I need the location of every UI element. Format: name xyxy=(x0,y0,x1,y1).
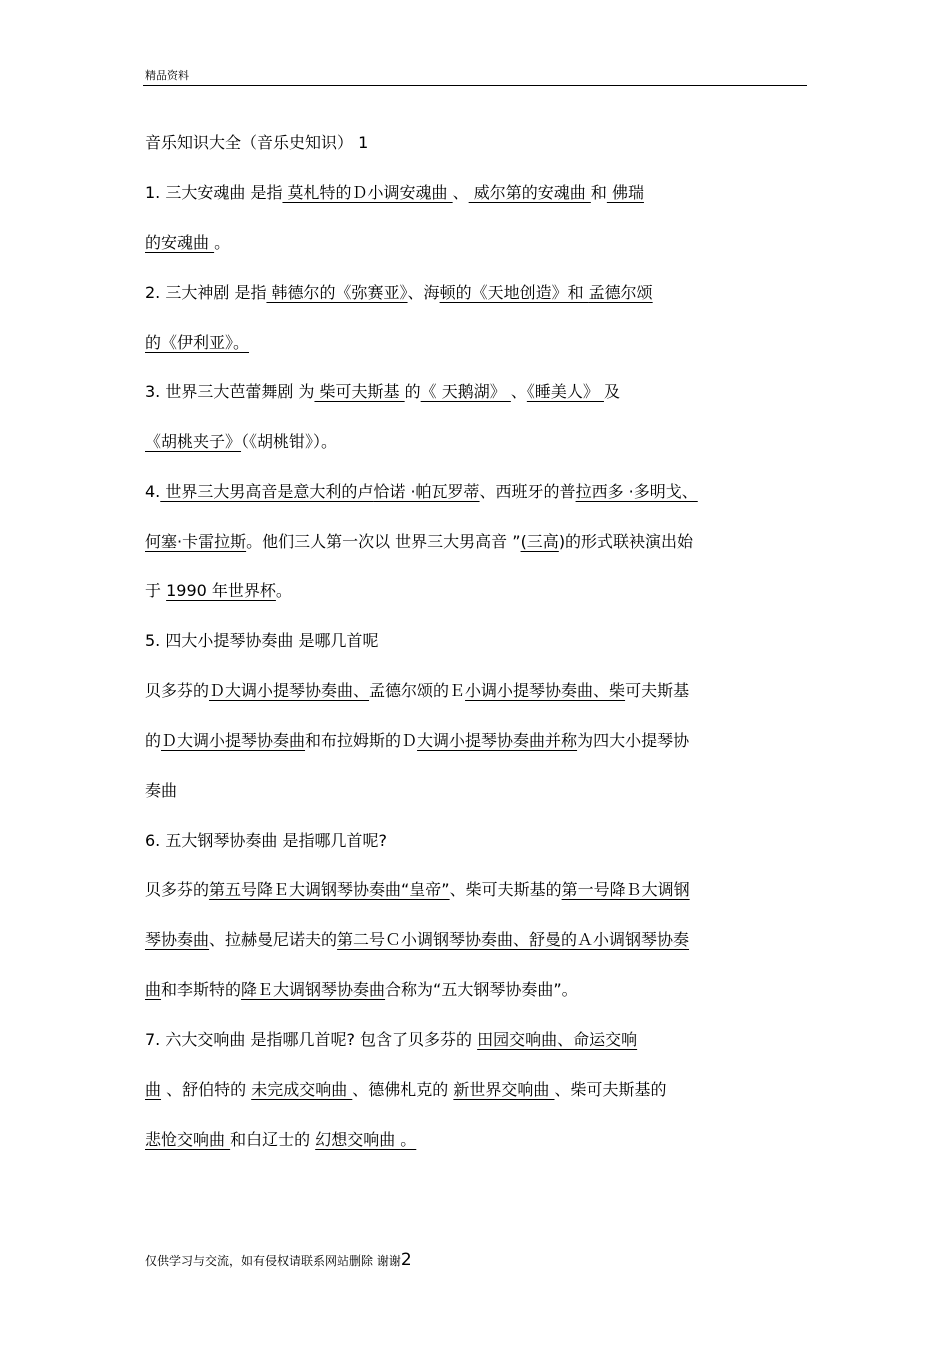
text-run: 合称为“五大钢琴协奏曲”。 xyxy=(385,980,578,999)
item-6-line-1 xyxy=(145,879,690,901)
text-run: 4. xyxy=(145,482,161,501)
text-run: 可夫斯基 xyxy=(625,681,690,700)
item-7-line-1 xyxy=(145,1029,637,1051)
text-run: 、 xyxy=(452,183,469,202)
item-1-line-2 xyxy=(145,232,230,254)
text-run: 和 xyxy=(590,183,607,202)
answer-underlined: 的Ａ小调钢琴协奏 xyxy=(561,930,690,949)
text-run: 贝多芬的 xyxy=(145,880,210,899)
answer-underlined: 琴协奏曲 xyxy=(145,930,210,949)
item-4-line-3 xyxy=(145,580,292,602)
answer-underlined: 曲 xyxy=(145,1080,162,1099)
answer-underlined: 第五号降Ｅ大调钢琴协奏曲“皇帝” xyxy=(209,880,450,899)
answer-underlined: 悲怆交响曲 xyxy=(145,1130,231,1149)
answer-underlined: 莫札特的Ｄ小调安魂曲 xyxy=(282,183,453,202)
item-5-question: 5. 四大小提琴协奏曲 是哪几首呢 xyxy=(145,631,379,650)
document-title: 音乐知识大全（音乐史知识） 1 xyxy=(145,133,369,152)
answer-underlined: 的《伊利亚》。 xyxy=(145,333,250,352)
answer-underlined: 威尔第的安魂曲 xyxy=(468,183,591,202)
text-run: 的 xyxy=(145,731,162,750)
text-run: 、 xyxy=(510,382,527,401)
text-run: （《胡桃钳》）。 xyxy=(241,432,338,451)
answer-underlined: 1990 年世界杯 xyxy=(166,581,276,600)
answer-underlined: 佛瑞 xyxy=(606,183,644,202)
answer-underlined: 何塞·卡雷拉斯 xyxy=(145,532,247,551)
answer-underlined: 世界三大男高音是意大利的卢 xyxy=(160,482,374,501)
text-run: 和布拉姆斯的Ｄ xyxy=(305,731,418,750)
text-run: 、海 xyxy=(407,283,440,302)
item-2-line-2 xyxy=(145,332,249,354)
item-7-line-3 xyxy=(145,1129,416,1151)
answer-underlined: 《睡美人》 xyxy=(526,382,604,401)
answer-underlined: 夹子》 xyxy=(193,432,242,451)
answer-underlined: 小调小提琴协奏曲、柴 xyxy=(465,681,626,700)
text-run: 1. 三大安魂曲 是指 xyxy=(145,183,283,202)
text-run: 贝多芬的 xyxy=(145,681,210,700)
item-2-line-1 xyxy=(145,282,653,304)
answer-underlined: 孟德尔颂 xyxy=(588,283,653,302)
page-number: 2 xyxy=(400,1250,412,1270)
answer-underlined: 《 天鹅湖》 xyxy=(420,382,511,401)
item-5-line-3: 奏曲 xyxy=(145,781,178,800)
text-run: 为四大小提琴协 xyxy=(577,731,690,750)
item-5-line-2 xyxy=(145,730,689,752)
text-run: 、拉赫曼尼诺夫的 xyxy=(209,930,338,949)
answer-underlined: 第二号Ｃ小调钢琴协奏曲、舒曼 xyxy=(337,930,562,949)
item-4-line-2 xyxy=(145,531,693,553)
text-run: 于 xyxy=(145,581,167,600)
text-run: 和白辽士的 xyxy=(230,1130,316,1149)
text-run: )的形式联袂演出始 xyxy=(558,532,694,551)
text-run: 。他们三人第一次以 世界三大男高音 ” xyxy=(246,532,521,551)
answer-underlined: 第一号降Ｂ大调钢 xyxy=(561,880,690,899)
text-run: 和李斯特的 xyxy=(161,980,242,999)
answer-underlined: 韩德尔的《弥赛亚》 xyxy=(266,283,408,302)
text-run: 7. 六大交响曲 是指哪几首呢? 包含了贝多芬的 xyxy=(145,1030,478,1049)
text-run: 、柴可夫斯基的 xyxy=(449,880,562,899)
answer-underlined: 降Ｅ大调钢琴协奏曲 xyxy=(241,980,386,999)
answer-underlined: (三高 xyxy=(520,532,559,551)
footer-text: 仅供学习与交流，如有侵权请联系网站删除 谢谢 xyxy=(145,1254,401,1268)
item-6-line-2 xyxy=(145,929,689,951)
text-run: 、柴可夫斯基的 xyxy=(554,1080,667,1099)
answer-underlined: 的安魂曲 xyxy=(145,233,215,252)
item-1-line-1 xyxy=(145,182,644,204)
text-run: 3. 世界三大芭蕾舞剧 为 xyxy=(145,382,315,401)
answer-underlined: 曲 xyxy=(145,980,162,999)
item-6-question: 6. 五大钢琴协奏曲 是指哪几首呢? xyxy=(145,831,387,850)
text-run: 、舒伯特的 xyxy=(161,1080,252,1099)
text-run: 2. 三大神剧 是指 xyxy=(145,283,267,302)
header-label: 精品资料 xyxy=(145,69,189,82)
item-6-line-3 xyxy=(145,979,578,1001)
item-3-line-2 xyxy=(145,431,337,453)
text-run: 。 xyxy=(275,581,292,600)
answer-underlined: 《胡桃 xyxy=(145,432,194,451)
item-5-line-1 xyxy=(145,680,689,702)
answer-underlined: 恰诺 ·帕瓦罗蒂 xyxy=(373,482,480,501)
answer-underlined: 幻想交响曲 。 xyxy=(315,1130,417,1149)
text-run: 。 xyxy=(214,233,231,252)
answer-underlined: 新世界交响曲 xyxy=(453,1080,555,1099)
answer-underlined: Ｄ大调小提琴协奏曲 xyxy=(161,731,306,750)
answer-underlined: Ｄ大调小提琴协奏曲、 xyxy=(209,681,370,700)
answer-underlined: 大调小提琴协奏曲并称 xyxy=(417,731,578,750)
page-footer xyxy=(145,1250,412,1270)
text-run: 孟德尔颂的Ｅ xyxy=(369,681,466,700)
answer-underlined: 柴可夫斯基 xyxy=(314,382,405,401)
text-run: 、西班牙的普 xyxy=(479,482,576,501)
item-3-line-1 xyxy=(145,381,620,403)
text-run: 及 xyxy=(603,382,620,401)
answer-underlined: 未完成交响曲 xyxy=(251,1080,353,1099)
header-divider xyxy=(143,85,807,86)
item-4-line-1 xyxy=(145,481,698,503)
text-run: 、德佛札克的 xyxy=(352,1080,454,1099)
text-run: 的 xyxy=(404,382,421,401)
answer-underlined: 田园交响曲、命运交响 xyxy=(477,1030,638,1049)
answer-underlined: 顿的《天地创造》和 xyxy=(439,283,589,302)
item-7-line-2 xyxy=(145,1079,667,1101)
answer-underlined: 拉西多 ·多明戈、 xyxy=(575,482,698,501)
